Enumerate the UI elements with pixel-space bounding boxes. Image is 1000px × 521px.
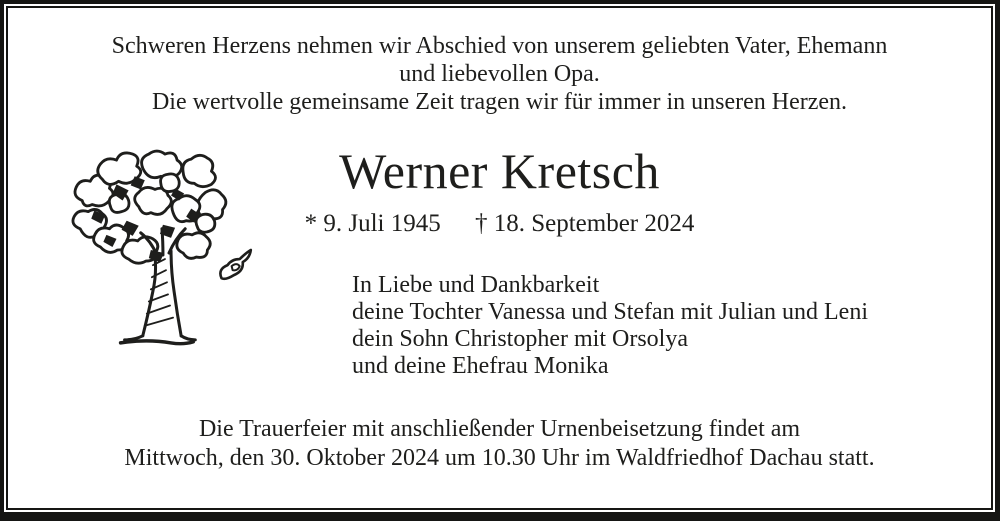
life-dates	[8, 209, 991, 239]
condolence-line: In Liebe und Dankbarkeit	[352, 272, 600, 298]
condolence-text	[352, 272, 868, 380]
condolence-line: dein Sohn Christopher mit Orsolya	[352, 326, 688, 352]
funeral-line: Mittwoch, den 30. Oktober 2024 um 10.30 Uhr im Waldfriedhof Dachau statt.	[124, 445, 875, 471]
funeral-info	[8, 415, 991, 473]
intro-line: Die wertvolle gemeinsame Zeit tragen wir für immer in unseren Herzen.	[151, 89, 848, 115]
birth-date: * 9. Juli 1945	[304, 210, 441, 237]
deceased-name: Werner Kretsch	[339, 143, 660, 199]
falling-leaf-icon	[220, 250, 250, 279]
tree-trunk	[125, 251, 196, 340]
ground-line	[121, 341, 194, 344]
condolence-line: und deine Ehefrau Monika	[352, 353, 609, 379]
notice-inner-border	[6, 6, 993, 510]
condolence-line: deine Tochter Vanessa und Stefan mit Julian und Leni	[352, 299, 868, 325]
death-date: † 18. September 2024	[474, 210, 695, 237]
intro-line: und liebevollen Opa.	[399, 61, 600, 87]
intro-line: Schweren Herzens nehmen wir Abschied von unserem geliebten Vater, Ehemann	[111, 33, 888, 59]
funeral-line: Die Trauerfeier mit anschließender Urnenbeisetzung findet am	[198, 416, 801, 442]
intro-text	[8, 32, 991, 116]
